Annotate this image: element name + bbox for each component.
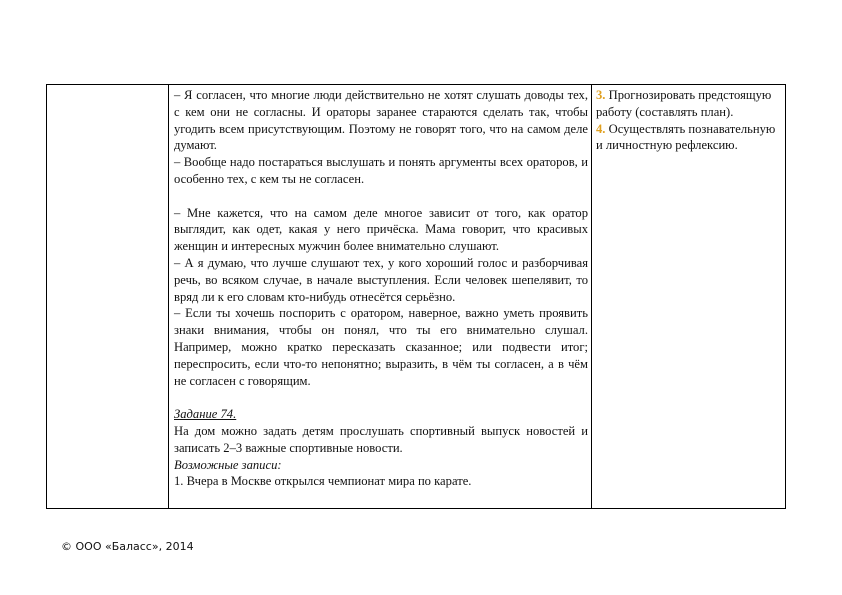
dialogue-paragraph: – Мне кажется, что на самом деле многое зависит от того, как оратор выглядит, как одет, какая у него причёска. Мама говорит, что красивых женщин и интересных мужчин более внимательно слушают. bbox=[174, 205, 588, 254]
goal-text: Осуществлять познавательную и личностную рефлексию. bbox=[596, 121, 776, 153]
goals-column-cell bbox=[592, 85, 785, 508]
goal-item bbox=[596, 87, 781, 121]
dialogue-paragraph: – Я согласен, что многие люди действительно не хотят слушать доводы тех, с кем они не согласны. И ораторы заранее стараются сделать так, чтобы угодить всем присутствующим. Поэтому не говорят того, что на самом деле думают. bbox=[174, 88, 588, 153]
dialogue-paragraph: – Если ты хочешь поспорить с оратором, наверное, важно уметь проявить знаки внимания, чтобы он понял, что ты его внимательно слушал. Например, можно кратко пересказать сказанное; или подвести итог; переспросить, если что-то непонятно; выразить, в чём ты согласен, а в чём не согласен с говорящим. bbox=[174, 306, 588, 388]
dialogue-column-cell bbox=[169, 85, 592, 508]
dialogue-paragraph: – Вообще надо постараться выслушать и понять аргументы всех ораторов, и особенно тех, с кем ты не согласен. bbox=[174, 155, 588, 186]
goal-number: 4. bbox=[596, 121, 606, 136]
dialogue-paragraph: – А я думаю, что лучше слушают тех, у кого хороший голос и разборчивая речь, во всяком случае, в начале выступления. Если человек шепелявит, то вряд ли к его словам кто-нибудь отнесётся серьёзно. bbox=[174, 255, 588, 304]
goal-item bbox=[596, 121, 781, 155]
spacer bbox=[174, 389, 588, 406]
left-column-cell bbox=[47, 85, 169, 508]
possible-entry-item: 1. Вчера в Москве открылся чемпионат мира по карате. bbox=[174, 474, 472, 489]
copyright-footer: © ООО «Баласс», 2014 bbox=[61, 540, 194, 553]
task-text: На дом можно задать детям прослушать спортивный выпуск новостей и записать 2–3 важные спортивные новости. bbox=[174, 423, 588, 455]
spacer bbox=[174, 188, 588, 205]
goal-number: 3. bbox=[596, 88, 606, 102]
task-heading: Задание 74. bbox=[174, 407, 237, 422]
lesson-table bbox=[46, 84, 786, 509]
goal-text: Прогнозировать предстоящую работу (составлять план). bbox=[596, 88, 772, 119]
possible-entries-heading: Возможные записи: bbox=[174, 457, 282, 472]
